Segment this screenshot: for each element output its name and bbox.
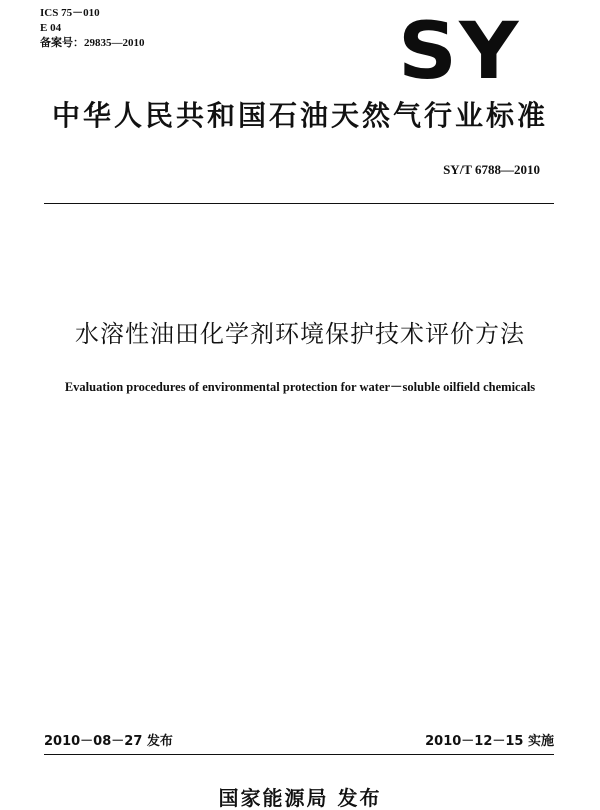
sy-logo: SY (398, 7, 521, 97)
publisher: 国家能源局 发布 (218, 786, 382, 810)
standard-number: SY/T 6788—2010 (443, 162, 540, 177)
footer-divider (44, 754, 554, 755)
classification-block (40, 6, 145, 51)
organization-title: 中华人民共和国石油天然气行业标准 (51, 99, 548, 132)
record-number: 备案号：29835—2010 (40, 37, 145, 49)
class-code: E 04 (40, 22, 62, 34)
header-divider (44, 203, 554, 204)
issue-date: 2010－08－27 发布 (44, 734, 173, 749)
title-chinese: 水溶性油田化学剂环境保护技术评价方法 (75, 320, 525, 348)
title-english: Evaluation procedures of environmental protection for water－soluble oilfield chemicals (64, 380, 536, 394)
implementation-date: 2010－12－15 实施 (425, 734, 554, 749)
ics-code: ICS 75－010 (40, 7, 100, 19)
